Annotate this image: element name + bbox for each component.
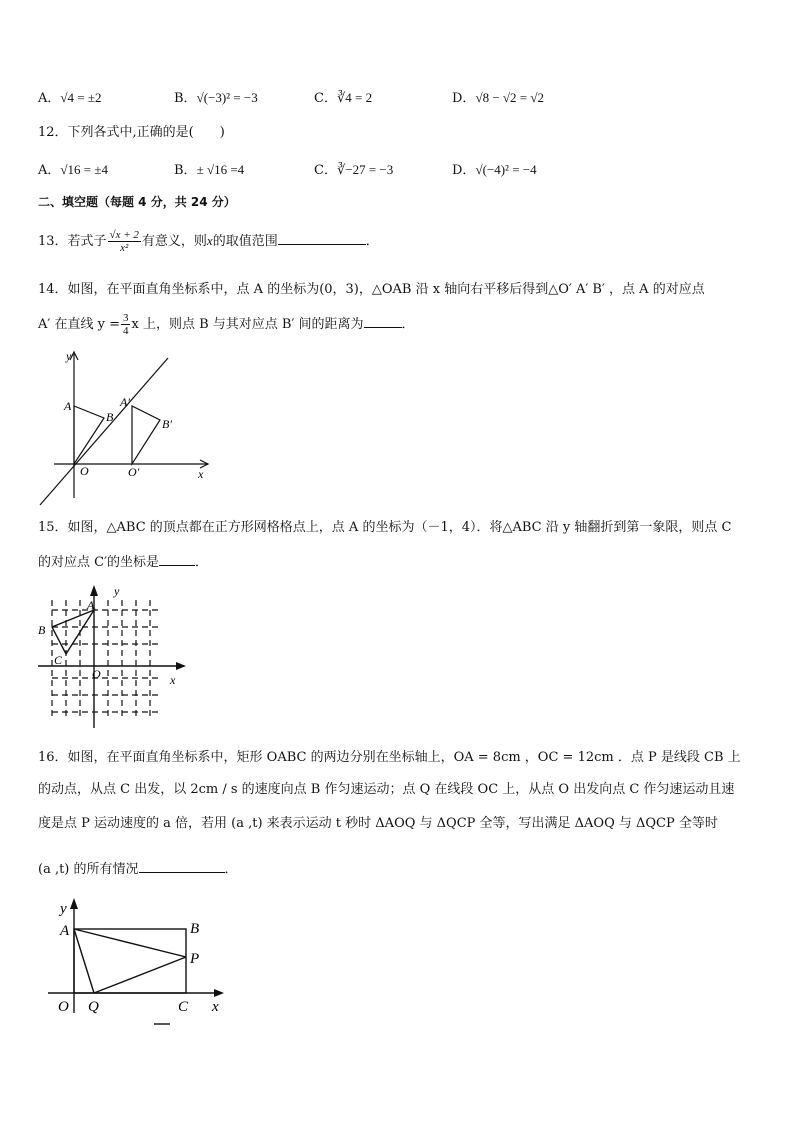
option-expr: √4 = ±2: [60, 90, 102, 105]
q13-prefix: 13．若式子: [38, 234, 107, 249]
q11-option-c: [314, 89, 372, 108]
x-axis-arrow: [176, 662, 186, 670]
label-y: y: [114, 584, 120, 598]
q16-figure: [42, 895, 242, 1025]
label-y: y: [60, 901, 67, 917]
label-c: C: [178, 999, 189, 1015]
dashed-grid: [52, 600, 158, 718]
segment-qp: [94, 957, 186, 993]
label-o: O: [58, 999, 69, 1015]
q13-suffix-b: 的取值范围: [212, 234, 278, 249]
option-label: C．: [314, 163, 337, 178]
triangle-oab: [74, 406, 104, 464]
option-expr: √8 − √2 = √2: [475, 90, 545, 105]
label-x: x: [170, 673, 176, 687]
q16-end: ．: [224, 862, 238, 877]
q12-option-a: [38, 161, 108, 180]
label-y: y: [66, 349, 72, 363]
q11-option-b: [174, 89, 258, 108]
label-p: P: [190, 951, 200, 967]
q11-option-a: [38, 89, 102, 108]
option-expr: √(−4)² = −4: [475, 162, 537, 177]
q15-line2: [38, 552, 208, 572]
label-x: x: [198, 467, 204, 481]
option-expr: √(−3)² = −3: [196, 90, 258, 105]
option-expr: ∛4 = 2: [336, 90, 373, 105]
y-axis-arrow: [70, 898, 78, 909]
label-x: x: [212, 999, 219, 1015]
q15-answer-blank[interactable]: [159, 552, 195, 566]
q13-suffix-a: 有意义，则: [141, 234, 207, 249]
q14-frac-den: 4: [122, 325, 129, 337]
q13-frac-den: x²: [120, 242, 129, 254]
q14-line2: [38, 310, 415, 340]
q12-option-c: [314, 161, 393, 180]
label-b: B: [106, 410, 114, 424]
q15-line1: 15．如图，△ABC 的顶点都在正方形网格格点上，点 A 的坐标为（－1，4）．将△ABC 沿 y 轴翻折到第一象限，则点 C: [38, 520, 732, 535]
label-c: C: [54, 653, 63, 667]
q14-figure: [36, 348, 216, 508]
y-axis-arrow: [90, 585, 98, 596]
option-label: D．: [452, 163, 476, 178]
triangle-abc: [52, 610, 94, 654]
q12-stem: 12．下列各式中,正确的是( ): [38, 125, 225, 140]
q15-figure: [36, 582, 192, 728]
q14-line1: 14．如图，在平面直角坐标系中，点 A 的坐标为(0，3)，△OAB 沿 x 轴向右平移后得到△O′ A′ B′ ，点 A 的对应点: [38, 282, 705, 297]
q14-answer-blank[interactable]: [364, 314, 402, 328]
q15-line2-text: 的对应点 C′的坐标是: [38, 555, 160, 570]
q12-option-d: [452, 161, 537, 180]
x-axis-arrow: [214, 989, 224, 997]
option-expr: √16 = ±4: [60, 162, 108, 177]
q14-fraction: [121, 312, 131, 337]
q16-line1: 16．如图，在平面直角坐标系中，矩形 OABC 的两边分别在坐标轴上，OA = 8cm ，OC = 12cm ．点 P 是线段 CB 上: [38, 750, 741, 765]
q16-answer-blank[interactable]: [139, 859, 225, 873]
option-expr: ± √16 =4: [196, 162, 245, 177]
q14-frac-num: 3: [122, 312, 129, 324]
label-a: A: [64, 399, 72, 413]
q16-line4-text: (a ,t) 的所有情况: [38, 862, 139, 877]
label-q: Q: [88, 999, 99, 1015]
section-title: 二、填空题（每题 4 分，共 24 分）: [38, 195, 236, 209]
q14-line2-b: x 上，则点 B 与其对应点 B′ 间的距离为: [131, 317, 364, 332]
q13-var: x: [206, 233, 213, 248]
q11-option-d: [452, 89, 544, 108]
option-label: D．: [452, 91, 476, 106]
line-y-3-4x: [40, 358, 168, 505]
label-b: B: [38, 623, 46, 637]
label-b-prime: B′: [162, 417, 172, 431]
q13-fraction: [108, 229, 141, 254]
label-a-prime: A′: [120, 395, 130, 409]
option-label: B．: [174, 163, 197, 178]
option-label: A．: [38, 163, 61, 178]
q16-line2: 的动点，从点 C 出发，以 2cm / s 的速度向点 B 作匀速运动；点 Q 在线段 OC 上，从点 O 出发向点 C 作匀速运动且速: [38, 782, 735, 797]
q13-frac-num: √x + 2: [109, 229, 139, 241]
label-b: B: [190, 921, 200, 937]
q16-line4: [38, 859, 238, 879]
option-label: B．: [174, 91, 197, 106]
option-label: A．: [38, 91, 61, 106]
segment-ap: [74, 929, 186, 957]
q13-stem: [38, 226, 379, 257]
label-o-prime: O′: [128, 465, 140, 479]
q13-answer-blank[interactable]: [278, 231, 366, 245]
q14-line2-a: A′ 在直线 y =: [38, 317, 120, 332]
label-o: O: [92, 667, 101, 681]
label-a: A: [87, 598, 95, 612]
label-a: A: [60, 923, 70, 939]
option-label: C．: [314, 91, 337, 106]
q12-option-b: [174, 161, 244, 180]
q14-end: ．: [401, 317, 415, 332]
label-o: O: [80, 464, 89, 478]
q16-line3: 度是点 P 运动速度的 a 倍，若用 (a ,t) 来表示运动 t 秒时 ΔAOQ 与 ΔQCP 全等，写出满足 ΔAOQ 与 ΔQCP 全等时: [38, 816, 718, 831]
option-expr: ∛−27 = −3: [336, 162, 394, 177]
triangle-o1a1b1: [132, 406, 160, 464]
q15-end: ．: [195, 555, 209, 570]
q13-end: ．: [365, 234, 379, 249]
segment-aq: [74, 929, 94, 993]
